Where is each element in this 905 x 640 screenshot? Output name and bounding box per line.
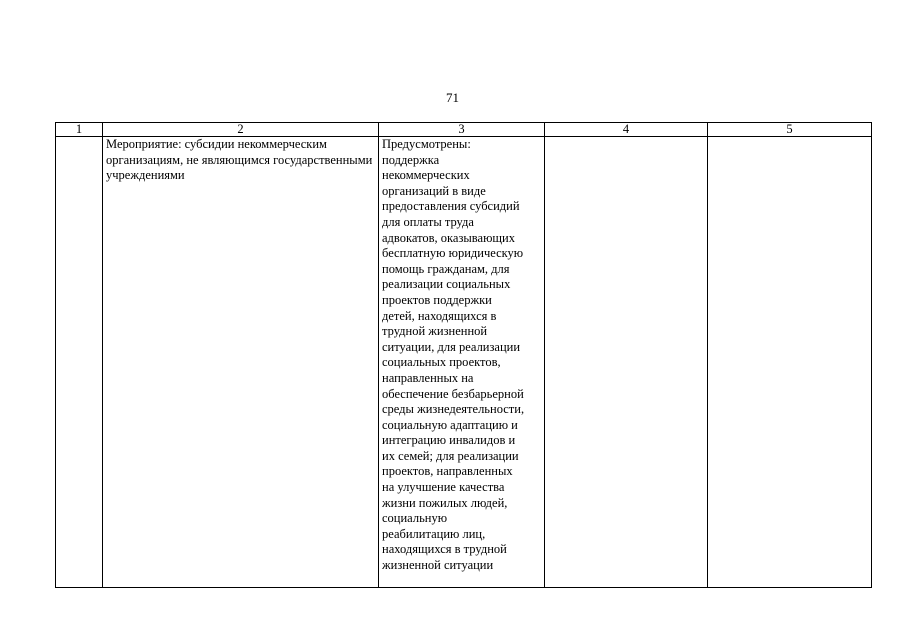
cell-col-4 bbox=[545, 137, 708, 588]
header-col-4: 4 bbox=[545, 123, 708, 137]
cell-description: Предусмотрены: поддержка некоммерческих организаций в виде предоставления субсидий для оплаты труда адвокатов, оказывающих бесплатную юридическую помощь гражданам, для реализации социальных проектов поддержки детей, находящихся в трудной жизненной ситуации, для реализации социальных проектов, направленных на обеспечение безбарьерной среды жизнедеятельности, социальную адаптацию и интеграцию инвалидов и их семей; для реализации проектов, направленных на улучшение качества жизни пожилых людей, социальную реабилитацию лиц, находящихся в трудной жизненной ситуации bbox=[379, 137, 545, 588]
header-col-5: 5 bbox=[708, 123, 872, 137]
page-number: 71 bbox=[446, 90, 459, 105]
header-col-2: 2 bbox=[103, 123, 379, 137]
cell-col-1 bbox=[56, 137, 103, 588]
header-col-3: 3 bbox=[379, 123, 545, 137]
table-row bbox=[56, 137, 872, 588]
program-table bbox=[55, 122, 872, 588]
header-col-1: 1 bbox=[56, 123, 103, 137]
cell-col-5 bbox=[708, 137, 872, 588]
table-header-row bbox=[56, 123, 872, 137]
cell-event-name: Мероприятие: субсидии некоммерческим организациям, не являющимся государственными учреждениями bbox=[103, 137, 379, 588]
